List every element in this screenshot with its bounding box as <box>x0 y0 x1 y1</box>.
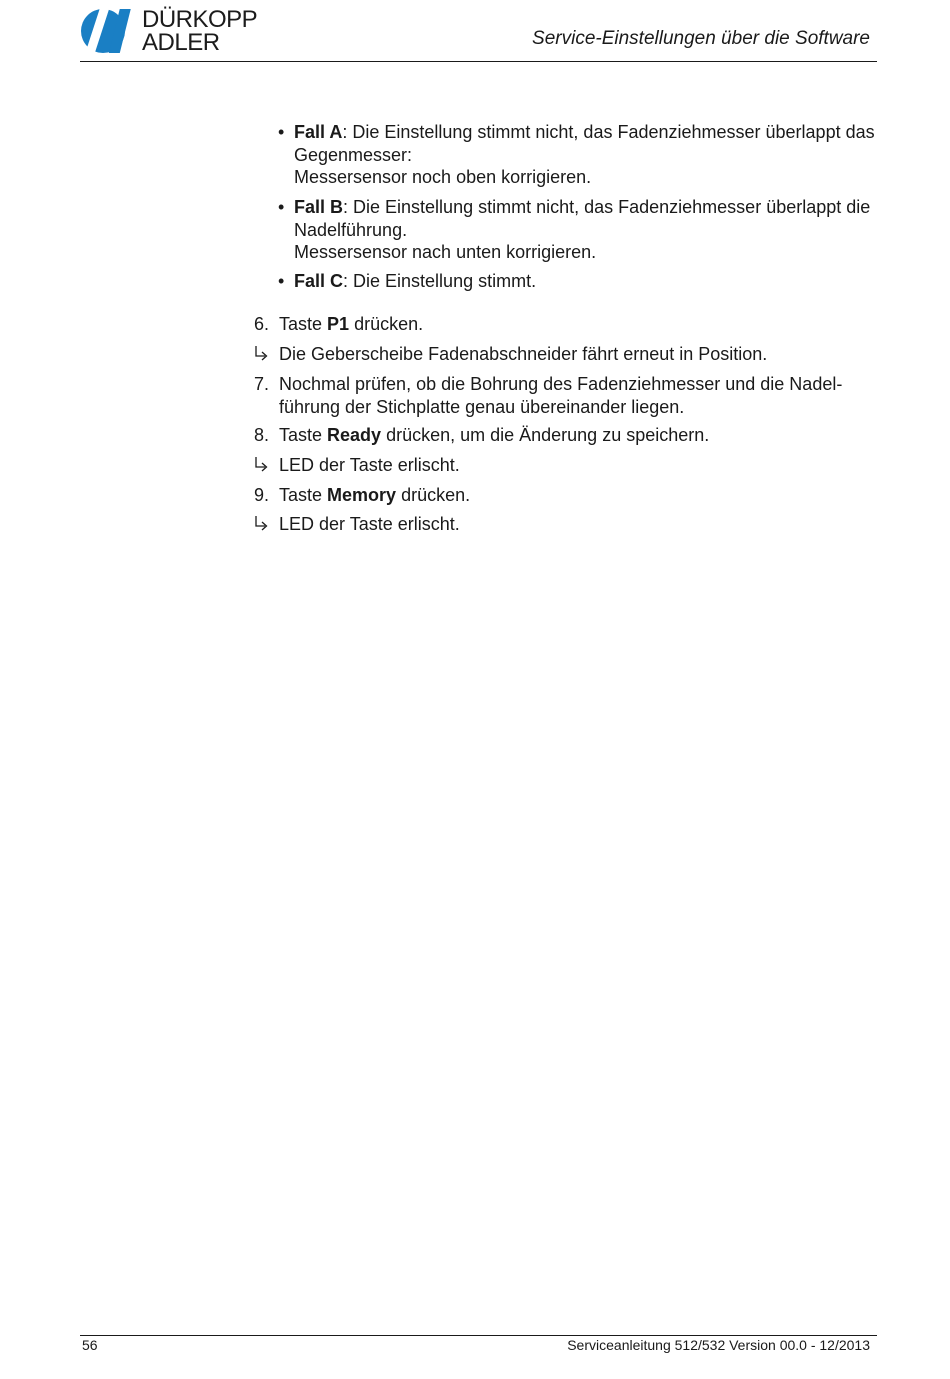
bullet-marker: • <box>278 197 285 217</box>
result-arrow-icon <box>254 345 270 363</box>
step-text-line-2: führung der Stichplatte genau übereinander liegen. <box>279 396 685 417</box>
brand-logo <box>80 8 270 54</box>
page-header-title: Service-Einstellungen über die Software <box>532 28 870 49</box>
header-divider <box>80 61 877 62</box>
step-8 <box>279 424 879 447</box>
step-text-line-1: Nochmal prüfen, ob die Bohrung des Fadenziehmesser und die Nadel- <box>279 374 843 394</box>
step-text-pre: Taste <box>279 485 328 505</box>
brand-wordmark <box>142 8 257 54</box>
step-result: Die Geberscheibe Fadenabschneider fährt erneut in Position. <box>279 344 768 364</box>
step-result: LED der Taste erlischt. <box>279 455 460 475</box>
step-number: 9. <box>254 485 270 505</box>
bullet-item-fall-c <box>294 270 879 293</box>
bullet-item-fall-b <box>294 196 879 264</box>
key-label-p1: P1 <box>327 314 350 334</box>
brand-line-2: ADLER <box>142 29 220 56</box>
bullet-item-fall-a <box>294 121 879 189</box>
key-label-ready: Ready <box>327 425 382 445</box>
step-number: 6. <box>254 314 270 334</box>
step-text-post: drücken. <box>349 314 424 334</box>
footer-page-number: 56 <box>82 1337 98 1353</box>
brand-line-1: DÜRKOPP <box>142 6 258 33</box>
bullet-note: Messersensor noch oben korrigieren. <box>294 167 592 187</box>
step-7 <box>279 373 879 418</box>
key-label-memory: Memory <box>327 485 397 505</box>
step-6 <box>279 313 879 336</box>
bullet-text: : Die Einstellung stimmt. <box>343 271 537 291</box>
bullet-text: : Die Einstellung stimmt nicht, das Fadenziehmesser überlappt das Gegenmesser: <box>294 122 875 165</box>
step-number: 7. <box>254 374 270 394</box>
bullet-marker: • <box>278 271 285 291</box>
bullet-marker: • <box>278 122 285 142</box>
step-text-pre: Taste <box>279 314 328 334</box>
step-result: LED der Taste erlischt. <box>279 514 460 534</box>
step-9 <box>279 484 879 507</box>
footer-document-info: Serviceanleitung 512/532 Version 00.0 - 12/2013 <box>567 1337 870 1353</box>
footer-divider <box>80 1335 877 1336</box>
result-arrow-icon <box>254 456 270 474</box>
bullet-label: Fall C <box>294 271 344 291</box>
step-text-pre: Taste <box>279 425 328 445</box>
step-number: 8. <box>254 425 270 445</box>
bullet-text: : Die Einstellung stimmt nicht, das Fadenziehmesser überlappt die Nadelführung. <box>294 197 871 240</box>
duerkopp-adler-logo-icon <box>80 8 136 54</box>
step-text-post: drücken. <box>396 485 471 505</box>
bullet-label: Fall B <box>294 197 344 217</box>
step-text-post: drücken, um die Änderung zu speichern. <box>381 425 710 445</box>
bullet-note: Messersensor nach unten korrigieren. <box>294 242 597 262</box>
bullet-label: Fall A <box>294 122 343 142</box>
result-arrow-icon <box>254 515 270 533</box>
